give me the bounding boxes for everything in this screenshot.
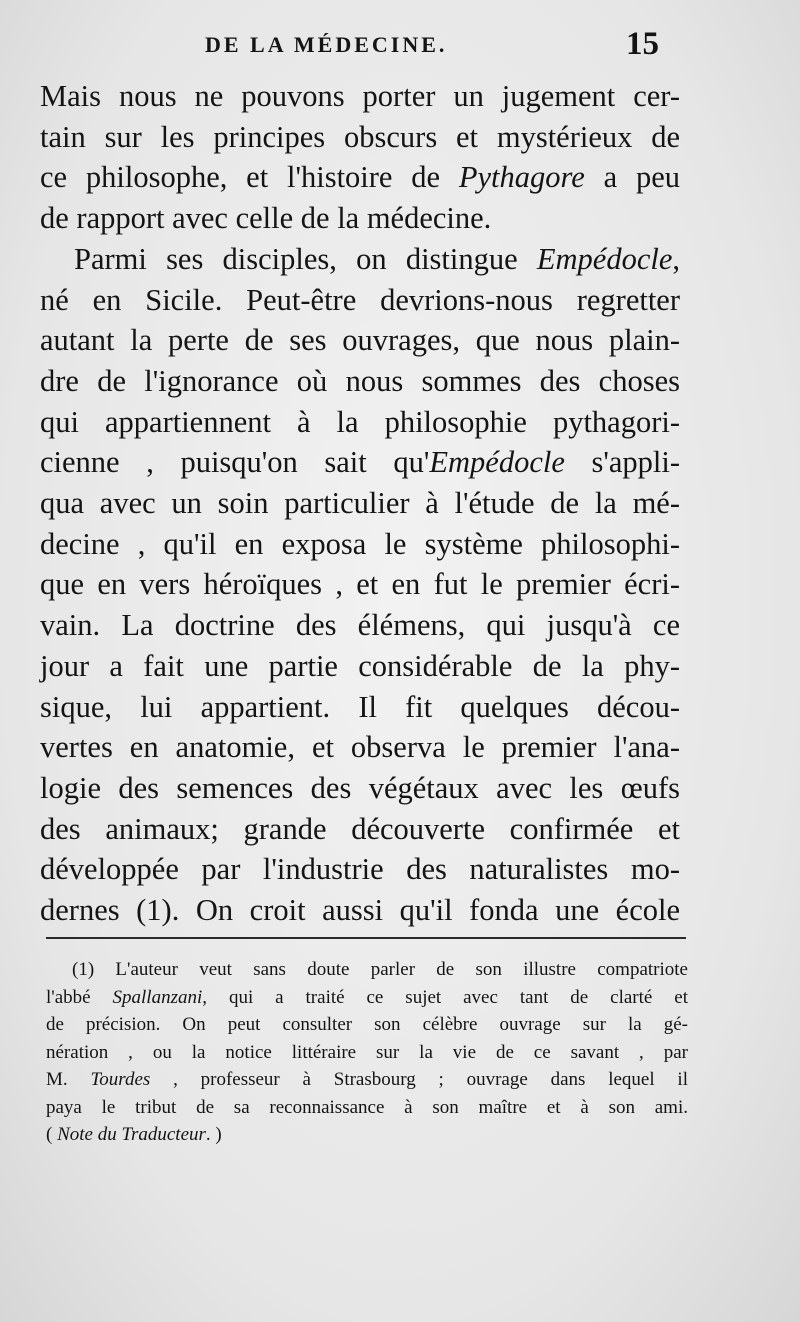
text-line: développée par l'industrie des naturalistes mo- — [40, 852, 680, 887]
text-line: cienne , puisqu'on sait qu'Empédocle s'appli- — [40, 445, 680, 480]
footnote-rule — [46, 937, 686, 939]
footnote — [46, 956, 688, 1149]
italic-name: Empédocle — [429, 445, 565, 480]
text-line: qua avec un soin particulier à l'étude de la mé- — [40, 486, 680, 521]
italic-name: Empédocle — [536, 241, 673, 276]
footnote-line: l'abbé Spallanzani, qui a traité ce sujet avec tant de clarté et — [46, 986, 688, 1008]
footnote-line: ( Note du Traducteur. ) — [46, 1124, 222, 1145]
footnote-line: M. Tourdes , professeur à Strasbourg ; ouvrage dans lequel il — [46, 1069, 688, 1090]
text-line: ce philosophe, et l'histoire de Pythagore a peu — [40, 160, 680, 195]
text-line: dre de l'ignorance où nous sommes des choses — [40, 363, 680, 398]
text-line: Parmi ses disciples, on distingue Empédocle, — [74, 241, 680, 276]
text-line: vertes en anatomie, et observa le premier l'ana- — [40, 730, 680, 765]
text-line: des animaux; grande découverte confirmée et — [40, 811, 680, 846]
footnote-line: nération , ou la notice littéraire sur la vie de ce savant , par — [46, 1041, 688, 1063]
text-line: dernes (1). On croit aussi qu'il fonda une école — [40, 893, 680, 928]
text-line: sique, lui appartient. Il fit quelques décou- — [40, 689, 680, 724]
text-line: que en vers héroïques , et en fut le premier écri- — [40, 567, 680, 602]
italic-name: Note du Traducteur — [57, 1124, 206, 1145]
running-head: DE LA MÉDECINE. — [205, 32, 448, 57]
footnote-line: de précision. On peut consulter son célèbre ouvrage sur la gé- — [46, 1014, 688, 1035]
page-number: 15 — [626, 26, 659, 62]
text-line: Mais nous ne pouvons porter un jugement cer- — [40, 79, 680, 113]
footnote-line: (1) L'auteur veut sans doute parler de son illustre compatriote — [72, 959, 688, 980]
footnote-line: paya le tribut de sa reconnaissance à son maître et à son ami. — [46, 1096, 688, 1118]
text-line: de rapport avec celle de la médecine. — [40, 201, 492, 236]
text-line: jour a fait une partie considérable de la phy- — [40, 648, 680, 683]
text-line: vain. La doctrine des élémens, qui jusqu'à ce — [40, 608, 680, 643]
main-text — [40, 76, 680, 931]
text-line: logie des semences des végétaux avec les œufs — [40, 770, 680, 805]
text-line: tain sur les principes obscurs et mystérieux de — [40, 119, 680, 154]
text-line: qui appartiennent à la philosophie pythagori- — [40, 404, 680, 439]
italic-name: Tourdes — [90, 1069, 151, 1090]
italic-name: Spallanzani — [112, 986, 203, 1008]
page-header — [0, 26, 800, 70]
text-line: autant la perte de ses ouvrages, que nous plain- — [40, 323, 680, 358]
text-line: decine , qu'il en exposa le système philosophi- — [40, 526, 680, 561]
text-line: né en Sicile. Peut-être devrions-nous regretter — [40, 282, 680, 317]
italic-name: Pythagore — [458, 160, 585, 195]
